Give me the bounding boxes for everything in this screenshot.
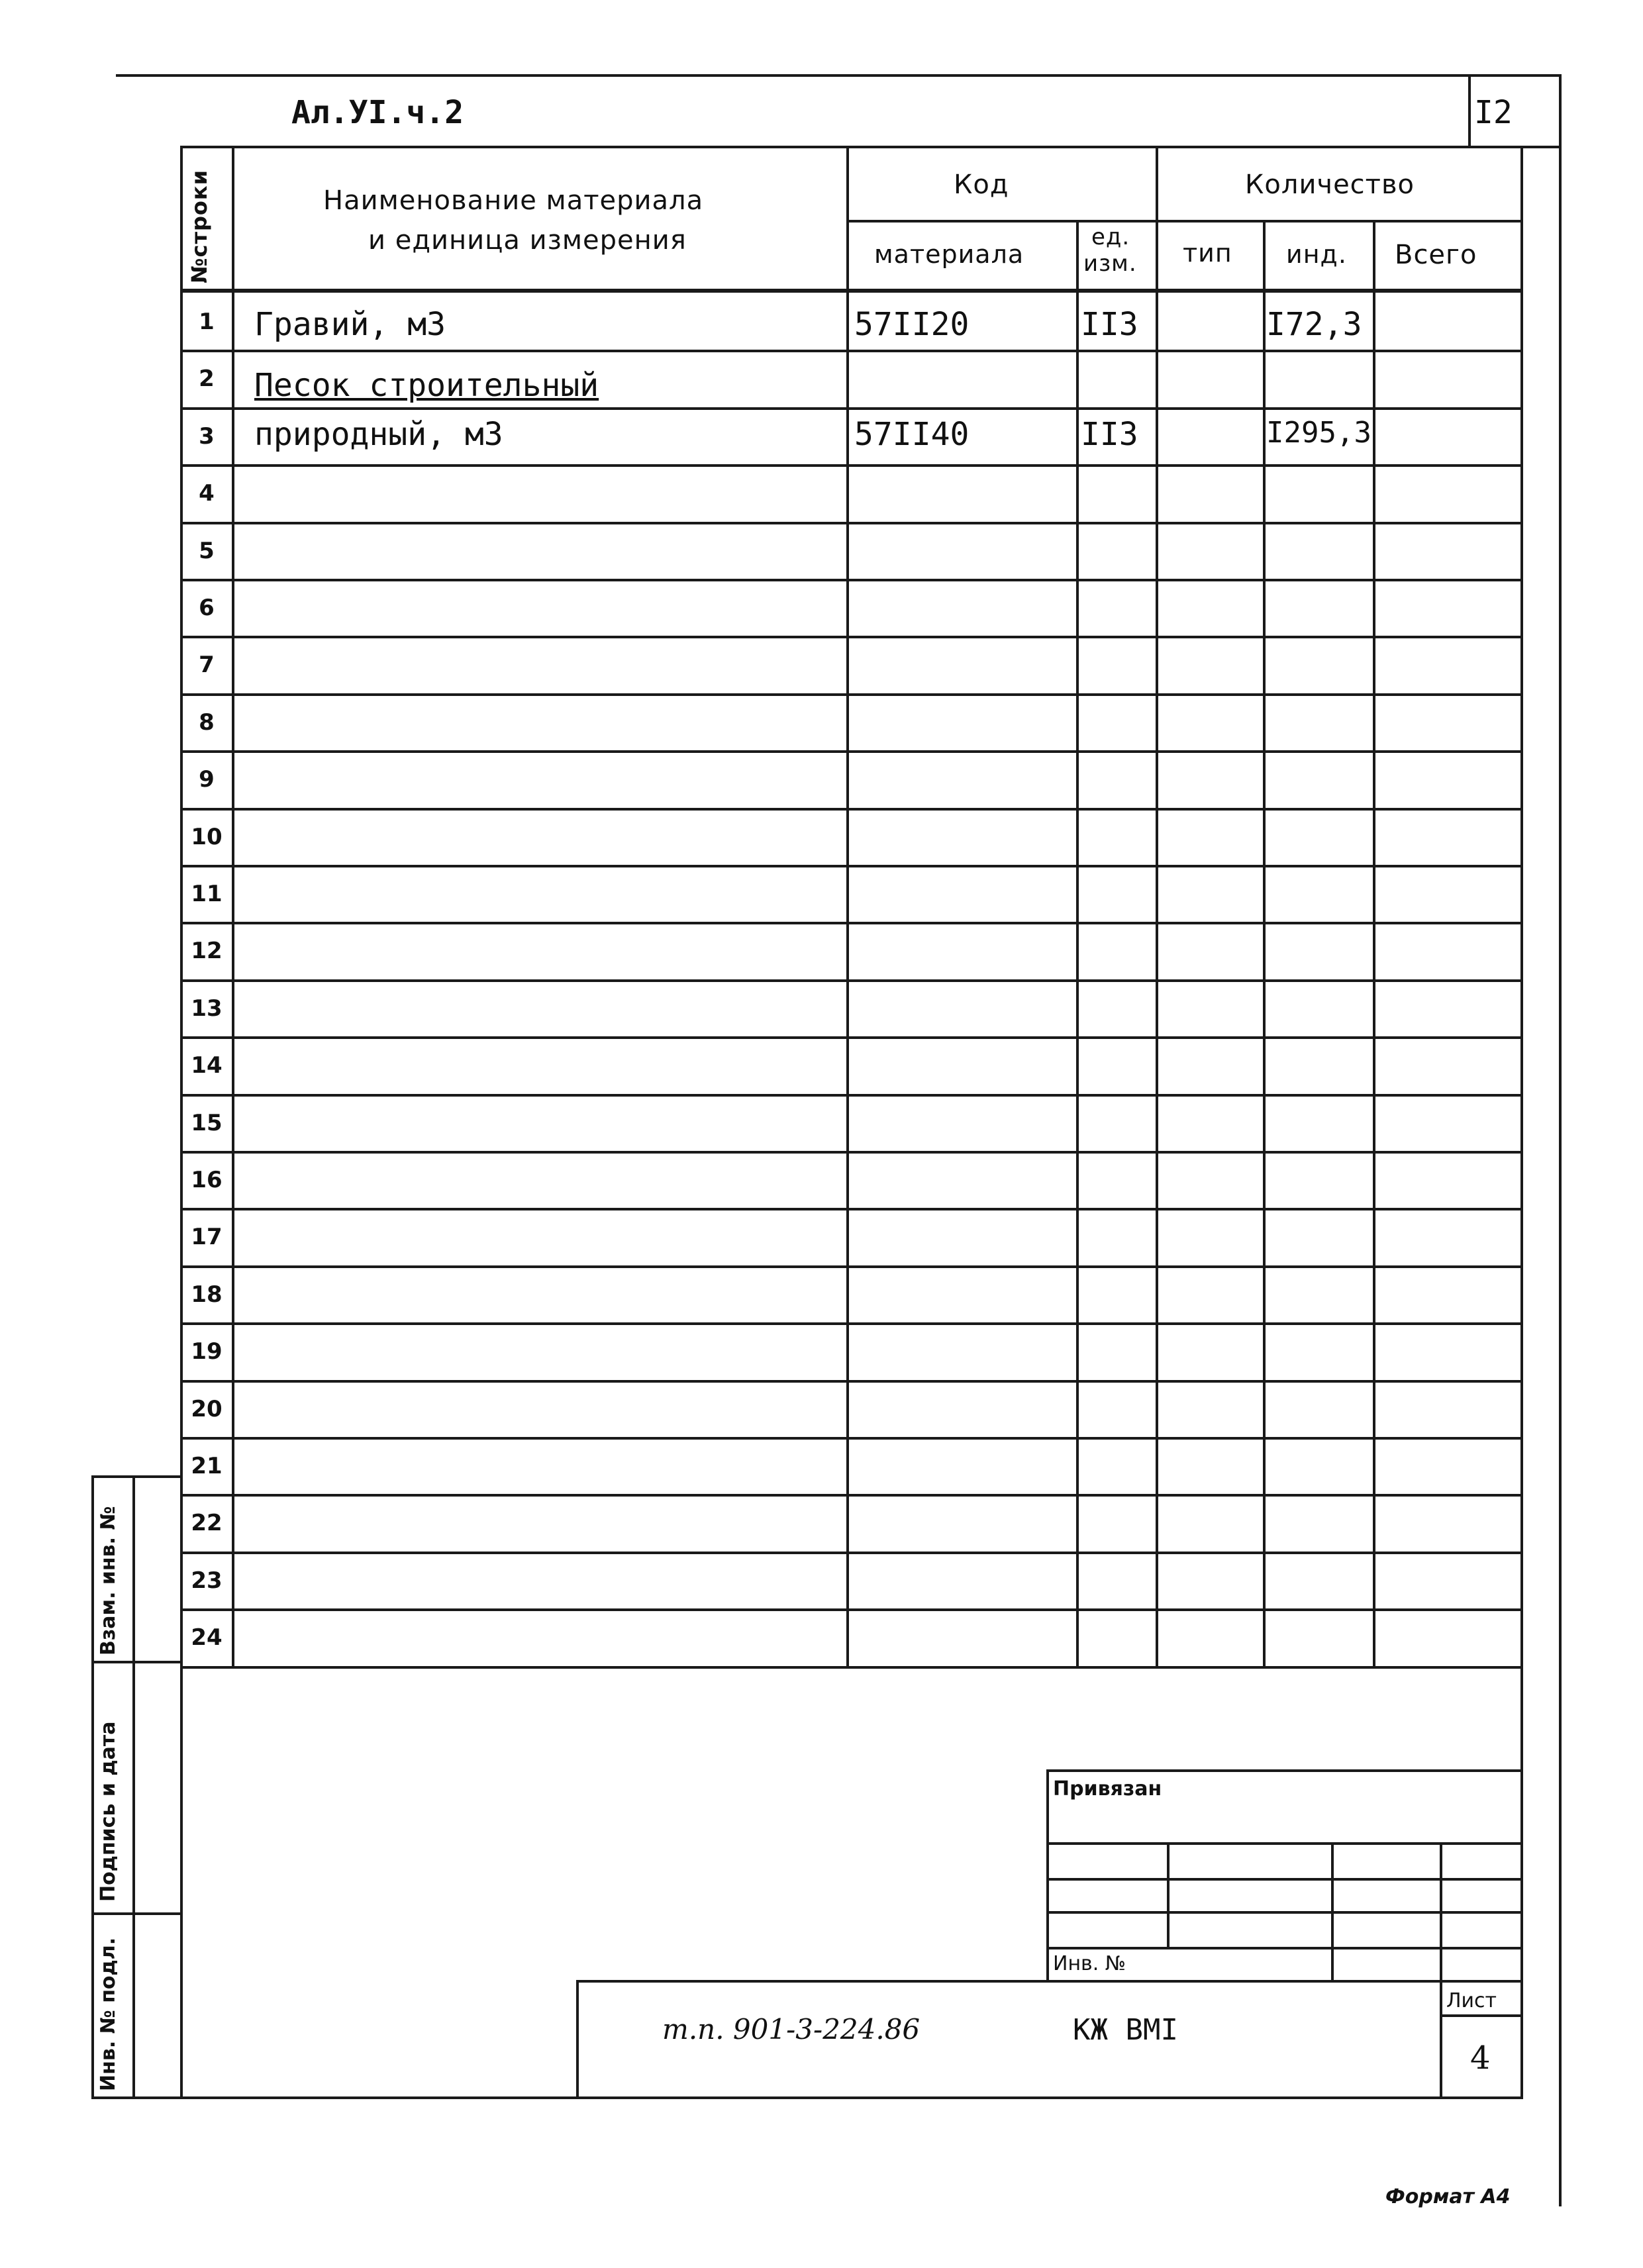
col-material-right	[1076, 220, 1079, 1666]
privyazan-line3	[1046, 1911, 1523, 1914]
row-number: 24	[191, 1624, 223, 1652]
row-line	[180, 464, 1523, 467]
row-number: 8	[199, 709, 215, 736]
privyazan-left	[1046, 1769, 1049, 1981]
row-number: 20	[191, 1395, 223, 1422]
inv-podl-label: Инв. № подл.	[97, 1937, 120, 2091]
row-1-unit-code: II3	[1081, 306, 1138, 343]
row-number: 9	[199, 766, 215, 793]
row-line	[180, 407, 1523, 410]
row-number: 4	[199, 480, 215, 507]
col-code-unit-header-line2: изм.	[1083, 250, 1137, 277]
row-line	[180, 579, 1523, 581]
row-line	[180, 1208, 1523, 1210]
row-3-name: природный, м3	[254, 416, 503, 453]
sheet-label: Лист	[1446, 1989, 1497, 2012]
row-3-unit-code: II3	[1081, 416, 1138, 453]
row-line	[180, 1666, 1523, 1669]
subheader-line	[846, 220, 1523, 222]
row-1-material-code: 57II20	[854, 306, 970, 343]
privyazan-col1	[1167, 1842, 1170, 1947]
title-block-top	[576, 1980, 1523, 1983]
row-line	[180, 1380, 1523, 1383]
row-line	[180, 922, 1523, 924]
row-number: 21	[191, 1453, 223, 1479]
inv-no-label: Инв. №	[1053, 1952, 1126, 1975]
row-number: 16	[191, 1167, 223, 1193]
row-number: 19	[191, 1338, 223, 1365]
row-line	[180, 1437, 1523, 1440]
col-ind-right	[1373, 220, 1375, 1666]
page-number: I2	[1474, 94, 1513, 131]
privyazan-line1	[1046, 1842, 1523, 1845]
sheet-box-line	[1440, 2014, 1523, 2017]
row-3-ind: I295,3	[1266, 416, 1371, 450]
row-number: 14	[191, 1052, 223, 1079]
row-number: 6	[199, 595, 215, 621]
stamp-strip-sep2	[91, 1912, 183, 1915]
zam-inv-label: Взам. инв. №	[97, 1506, 120, 1655]
col-code-unit-header-line1: ед.	[1091, 224, 1130, 250]
privyazan-top	[1046, 1769, 1523, 1772]
row-line	[180, 865, 1523, 867]
stamp-strip-mid	[132, 1475, 135, 2099]
col-qty-type-header: тип	[1183, 238, 1232, 268]
row-number: 5	[199, 537, 215, 564]
privyazan-col2	[1331, 1842, 1334, 1980]
col-qty-total-header: Всего	[1395, 240, 1477, 270]
row-line	[180, 808, 1523, 811]
col-code-material-header: материала	[874, 240, 1024, 269]
document-mark: КЖ ВМI	[1073, 2013, 1178, 2047]
page-number-box-left	[1468, 74, 1471, 146]
row-number: 13	[191, 995, 223, 1022]
row-number: 18	[191, 1281, 223, 1308]
row-number: 23	[191, 1567, 223, 1594]
col-qty-ind-header: инд.	[1286, 240, 1347, 269]
row-number: 1	[199, 309, 215, 335]
row-1-name: Гравий, м3	[254, 306, 446, 343]
stamp-strip-sep1	[91, 1661, 183, 1663]
privyazan-col3	[1440, 1842, 1442, 2096]
row-3-material-code: 57II40	[854, 416, 970, 453]
row-number: 15	[191, 1109, 223, 1136]
stamp-strip-left	[91, 1475, 94, 2099]
stamp-strip-top	[91, 1475, 183, 1478]
privyazan-line4	[1046, 1947, 1523, 1949]
row-line	[180, 1552, 1523, 1554]
podpis-label: Подпись и дата	[97, 1721, 120, 1902]
col-quantity-header: Количество	[1245, 170, 1415, 200]
row-number: 22	[191, 1510, 223, 1537]
stamp-strip-bottom	[91, 2096, 1523, 2099]
row-number: 7	[199, 652, 215, 679]
row-number: 12	[191, 938, 223, 965]
row-line	[180, 1151, 1523, 1154]
top-border	[116, 74, 1562, 77]
row-number: 11	[191, 881, 223, 907]
sheet-number: 4	[1470, 2040, 1491, 2077]
row-number: 17	[191, 1224, 223, 1251]
col-name-header-line2: и единица измерения	[368, 225, 687, 256]
header-bottom-border	[180, 146, 1562, 148]
privyazan-line2	[1046, 1878, 1523, 1881]
col-rows-header: №строки	[187, 169, 212, 283]
format-label: Формат А4	[1385, 2185, 1511, 2208]
row-line	[180, 1322, 1523, 1325]
row-line	[180, 1265, 1523, 1268]
document-code: т.п. 901-3-224.86	[662, 2013, 921, 2046]
row-line	[180, 979, 1523, 982]
row-2-name: Песок строительный	[254, 367, 599, 404]
row-line	[180, 1494, 1523, 1497]
row-line	[180, 693, 1523, 696]
right-border	[1559, 74, 1562, 2206]
title-block-right	[1520, 1666, 1523, 2099]
album-reference: Ал.УI.ч.2	[291, 94, 464, 131]
privyazan-label: Привязан	[1053, 1777, 1162, 1800]
row-number: 2	[199, 366, 215, 393]
title-block-left	[576, 1980, 579, 2099]
row-line	[180, 350, 1523, 352]
row-line	[180, 1036, 1523, 1039]
col-name-header-line1: Наименование материала	[323, 185, 704, 216]
row-line	[180, 750, 1523, 753]
col-code-header: Код	[954, 170, 1009, 200]
row-line	[180, 1094, 1523, 1097]
row-1-ind: I72,3	[1266, 306, 1362, 343]
header-bottom-line	[180, 289, 1523, 293]
row-number: 3	[199, 422, 215, 450]
row-line	[180, 522, 1523, 524]
row-line	[180, 636, 1523, 638]
col-type-right	[1263, 220, 1266, 1666]
row-line	[180, 1608, 1523, 1611]
row-number: 10	[191, 823, 223, 850]
